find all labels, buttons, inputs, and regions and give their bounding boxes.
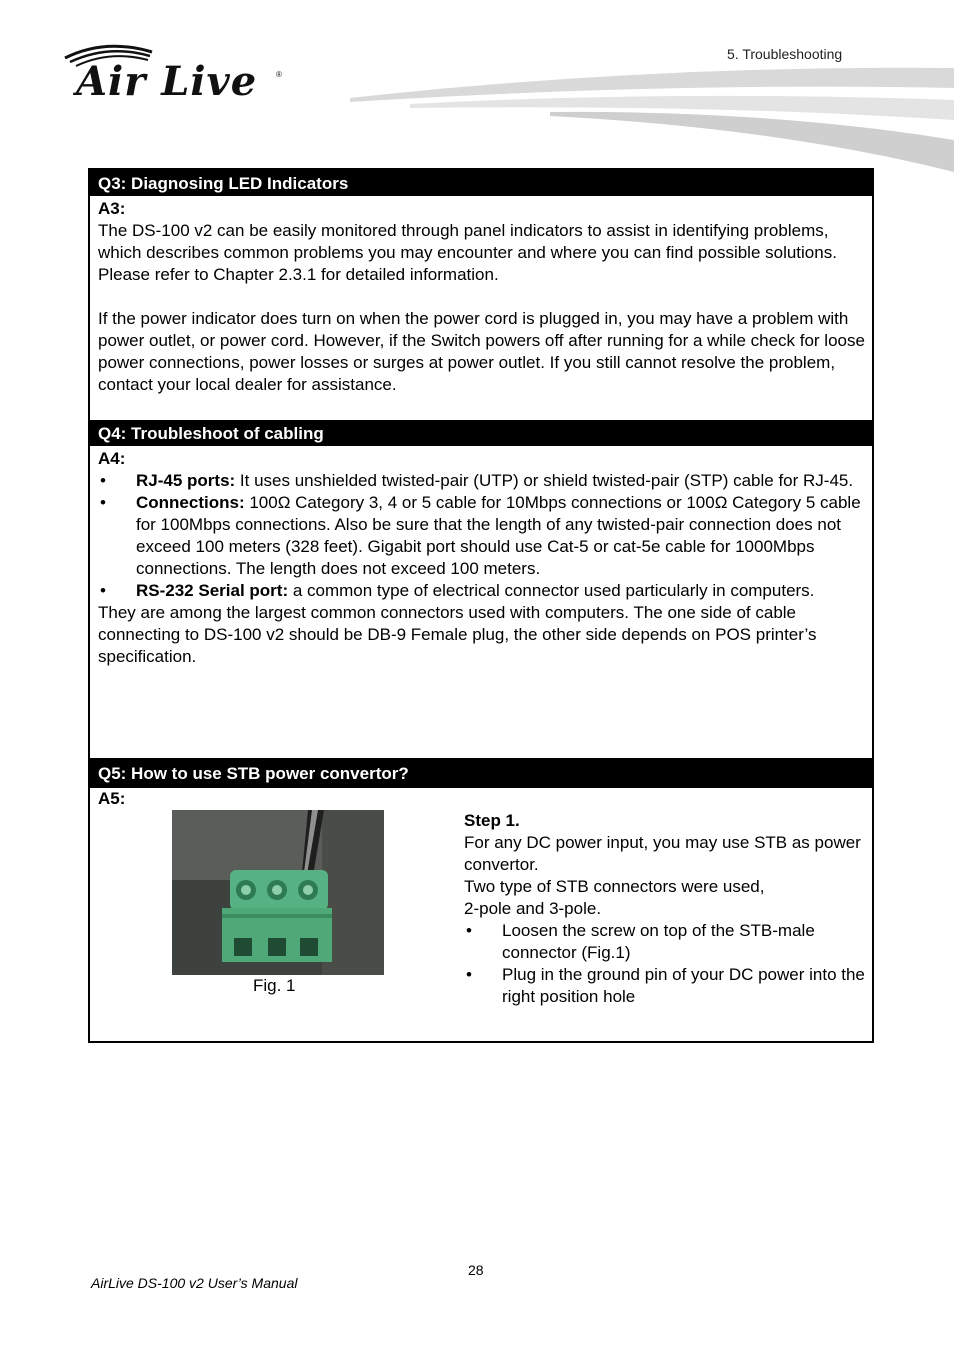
logo-wordmark: Air Live bbox=[76, 58, 258, 105]
q4-answer-label: A4: bbox=[98, 449, 126, 468]
bullet-term: RJ-45 ports: bbox=[136, 471, 236, 490]
q4-answer bbox=[98, 448, 868, 668]
q4-bullet-connections bbox=[98, 492, 868, 580]
figure-caption: Fig. 1 bbox=[253, 976, 296, 995]
q3-title: Q3: Diagnosing LED Indicators bbox=[90, 170, 872, 196]
bullet-text: It uses unshielded twisted-pair (UTP) or shield twisted-pair (STP) cable for RJ-45. bbox=[235, 471, 854, 490]
header-swoosh bbox=[350, 60, 954, 180]
q4-title: Q4: Troubleshoot of cabling bbox=[90, 420, 872, 446]
q5-title: Q5: How to use STB power convertor? bbox=[90, 760, 872, 786]
bullet-icon: • bbox=[100, 581, 106, 600]
q4-bullet-rs232 bbox=[98, 580, 868, 602]
section-label: 5. Troubleshooting bbox=[727, 46, 843, 62]
manual-title: AirLive DS-100 v2 User’s Manual bbox=[91, 1275, 298, 1291]
q5-answer-label-text: A5: bbox=[98, 789, 126, 808]
step-column bbox=[464, 810, 874, 1008]
q3-answer-label: A3: bbox=[98, 199, 126, 218]
q3-answer bbox=[98, 198, 868, 396]
bullet-text: 100Ω Category 3, 4 or 5 cable for 10Mbps connections or 100Ω Category 5 cable for 100Mbps connections. Also be sure that the length of any twisted-pair connection does not exceed 100 meters (328 feet). Gigabit port should use Cat-5 or cat-5e cable for 1000Mbps connections. The length does not exceed 100 meters. bbox=[136, 493, 861, 578]
step-bullet bbox=[464, 920, 874, 964]
q5-answer-label bbox=[98, 788, 868, 810]
step-title: Step 1. bbox=[464, 811, 520, 830]
step-bullet bbox=[464, 964, 874, 1008]
q3-paragraph-1: The DS-100 v2 can be easily monitored through panel indicators to assist in identifying problems, which describes common problems you may encounter and where you can find possible solutions. Please refer to Chapter 2.3.1 for detailed information. bbox=[98, 221, 837, 284]
bullet-term: RS-232 Serial port: bbox=[136, 581, 289, 600]
bullet-icon: • bbox=[466, 965, 472, 984]
page-number: 28 bbox=[468, 1262, 484, 1278]
step-bullet-list bbox=[464, 920, 874, 1008]
faq-frame bbox=[88, 168, 874, 1043]
q4-bullet-rj45 bbox=[98, 470, 868, 492]
bullet-icon: • bbox=[466, 921, 472, 940]
q4-bullet-list bbox=[98, 470, 868, 602]
stb-connector-photo bbox=[172, 810, 384, 975]
bullet-text: a common type of electrical connector used particularly in computers. bbox=[288, 581, 815, 600]
bullet-icon: • bbox=[100, 471, 106, 490]
bullet-text: Plug in the ground pin of your DC power into the right position hole bbox=[502, 965, 865, 1006]
q3-paragraph-2: If the power indicator does turn on when the power cord is plugged in, you may have a problem with power outlet, or power cord. However, if the Switch powers off after running for a while check for loose power connections, power losses or surges at power outlet. If you still cannot resolve the problem, contact your local dealer for assistance. bbox=[98, 309, 865, 394]
bullet-term: Connections: bbox=[136, 493, 245, 512]
step-line: Two type of STB connectors were used, bbox=[464, 877, 765, 896]
registered-mark: ® bbox=[276, 70, 282, 79]
step-line: For any DC power input, you may use STB as power convertor. bbox=[464, 833, 861, 874]
bullet-text: Loosen the screw on top of the STB-male connector (Fig.1) bbox=[502, 921, 815, 962]
q4-closing: They are among the largest common connectors used with computers. The one side of cable connecting to DS-100 v2 should be DB-9 Female plug, the other side depends on POS printer’s specification. bbox=[98, 603, 817, 666]
bullet-icon: • bbox=[100, 493, 106, 512]
step-line: 2-pole and 3-pole. bbox=[464, 899, 602, 918]
